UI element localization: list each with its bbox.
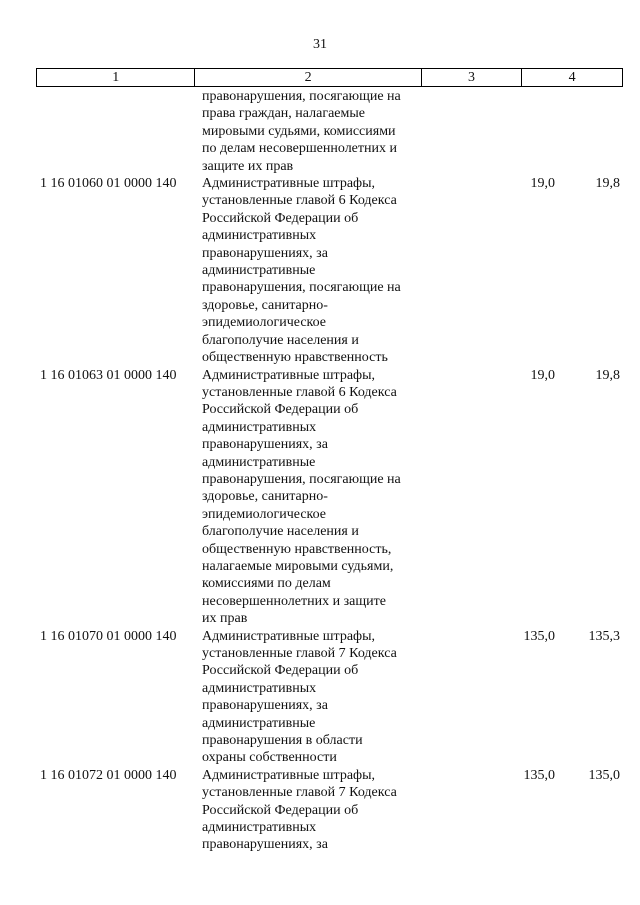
page-number: 31 [313,37,327,52]
classification-code: 1 16 01070 01 0000 140 [40,628,177,644]
description-line: Административные штрафы, [202,767,376,783]
description-line: административных [202,419,317,435]
description-line: благополучие населения и [202,524,359,540]
description-line: комиссиями по делам [202,576,331,592]
description-line: мировыми судьями, комиссиями [202,123,396,139]
value-col-3: 19,0 [530,367,555,383]
description-line: их прав [202,611,248,627]
value-col-3: 135,0 [523,628,555,644]
description-line: охраны собственности [202,750,337,766]
description-line: правонарушения, посягающие на [202,89,401,104]
value-col-4: 19,8 [595,367,620,383]
value-col-3: 19,0 [530,176,555,192]
description-line: здоровье, санитарно- [202,297,328,313]
description-line: эпидемиологическое [202,315,327,331]
description-line: Административные штрафы, [202,176,376,192]
table-row [36,367,623,628]
description-line: здоровье, санитарно- [202,489,328,505]
description-line: установленные главой 6 Кодекса [202,384,397,400]
header-col-4: 4 [568,70,576,85]
description-line: Административные штрафы, [202,367,376,383]
description-line: Российской Федерации об [202,210,359,226]
classification-code: 1 16 01060 01 0000 140 [40,176,177,192]
description-line: административных [202,820,317,836]
description-line: права граждан, налагаемые [202,106,365,122]
table-row [36,175,623,366]
description-line: установленные главой 6 Кодекса [202,193,397,209]
description-line: установленные главой 7 Кодекса [202,785,397,801]
description-line: защите их прав [202,158,294,174]
classification-code: 1 16 01072 01 0000 140 [40,767,177,783]
table-row [36,628,623,767]
description-line: Российской Федерации об [202,663,359,679]
header-col-2: 2 [195,69,421,86]
table-header [36,68,623,87]
value-col-4: 135,3 [588,628,620,644]
description-line: благополучие населения и [202,332,359,348]
description-line: общественную нравственность, [202,541,392,557]
value-col-4: 19,8 [595,176,620,192]
income-description [201,628,423,767]
description-line: правонарушениях, за [202,837,328,853]
description-line: несовершеннолетних и защите [202,593,386,609]
description-line: правонарушения в области [202,733,363,749]
description-line: Административные штрафы, [202,628,376,644]
income-description [201,367,423,628]
description-line: по делам несовершеннолетних и [202,141,397,157]
description-line: административных [202,228,317,244]
description-line: правонарушения, посягающие на [202,280,401,296]
description-line: установленные главой 7 Кодекса [202,646,397,661]
description-line: правонарушения, посягающие на [202,471,401,487]
description-line: эпидемиологическое [202,506,327,522]
description-line: налагаемые мировыми судьями, [202,558,394,574]
description-line: административные [202,454,316,470]
description-line: общественную нравственность [202,350,388,366]
value-col-4: 135,0 [588,767,620,783]
income-description [201,175,423,366]
description-line: административных [202,680,317,696]
value-col-3: 135,0 [523,767,555,783]
table-row [36,767,623,854]
header-col-1: 1 [37,69,195,86]
description-line: правонарушениях, за [202,245,328,261]
description-line: Российской Федерации об [202,802,359,818]
description-line: Российской Федерации об [202,402,359,418]
description-line: административные [202,715,316,731]
income-description [201,767,423,854]
header-col-3: 3 [422,69,523,86]
description-line: административные [202,263,316,279]
description-line: правонарушениях, за [202,437,328,453]
table-body [36,88,623,854]
description-line: правонарушениях, за [202,698,328,714]
classification-code: 1 16 01063 01 0000 140 [40,367,177,383]
table-row [36,88,623,175]
income-description [201,88,423,175]
